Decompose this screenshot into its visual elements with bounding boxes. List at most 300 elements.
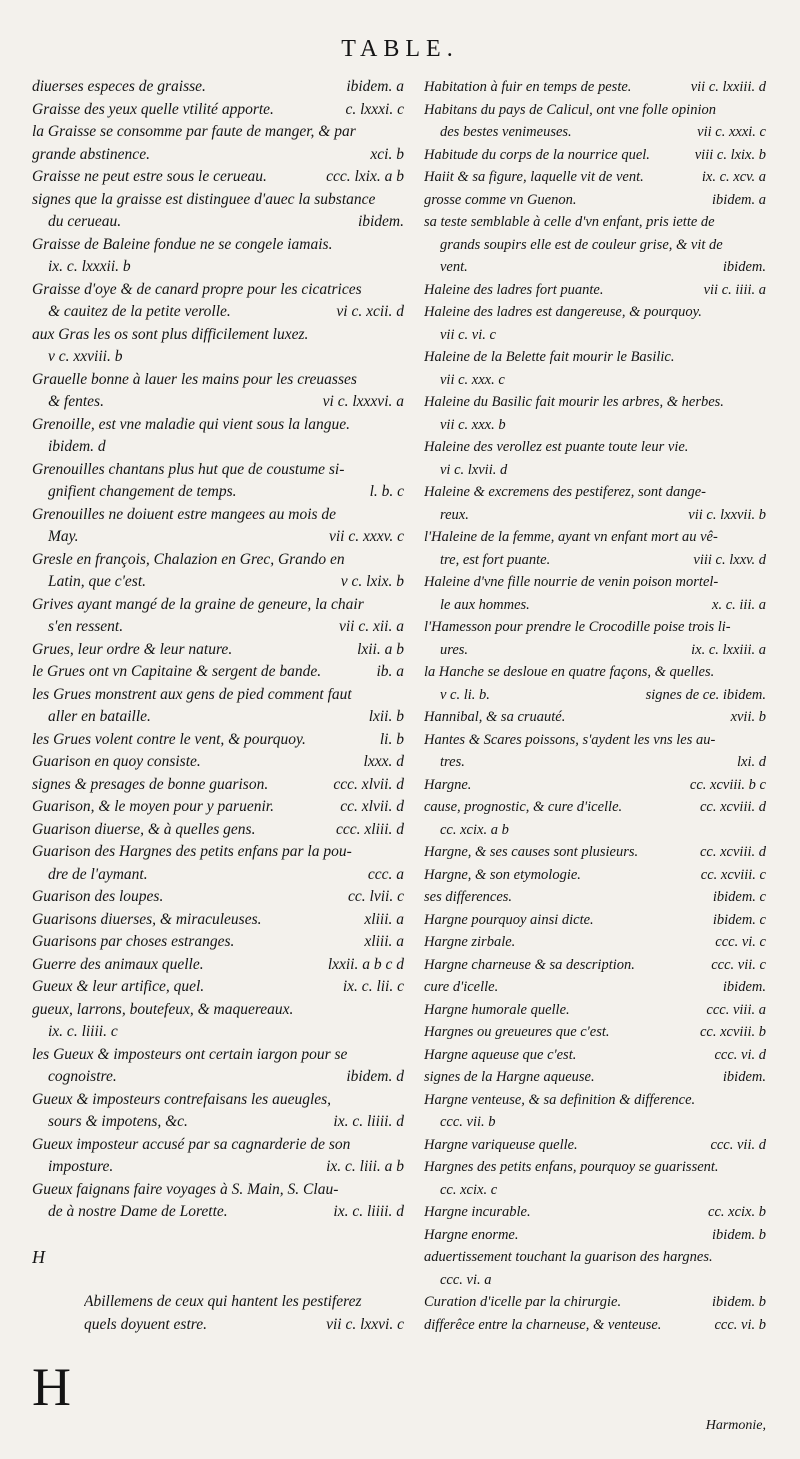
index-entry-text: Hargne, & son etymologie. — [424, 866, 581, 883]
index-entry — [32, 1314, 404, 1337]
index-entry-reference — [398, 504, 404, 527]
index-entry-reference: ix. c. lii. c — [342, 978, 404, 995]
index-entry — [424, 909, 766, 932]
index-entry-reference — [398, 1291, 404, 1314]
index-entry-reference — [760, 99, 766, 122]
index-entry-reference — [760, 481, 766, 504]
index-entry — [424, 616, 766, 639]
index-entry — [424, 976, 766, 999]
index-entry-text: Hargnes ou greueures que c'est. — [424, 1024, 610, 1040]
index-entry — [32, 931, 404, 954]
index-entry-reference — [760, 436, 766, 459]
index-entry-text: & fentes. — [48, 393, 104, 410]
index-entry-text: & cauitez de la petite verolle. — [48, 303, 231, 320]
index-entry-reference — [760, 234, 766, 257]
index-entry-reference: li. b — [379, 730, 404, 748]
index-entry-text: Guarison, & le moyen pour y paruenir. — [32, 798, 274, 815]
index-entry — [32, 729, 404, 752]
index-entry — [32, 211, 404, 234]
index-entry-text: Hargne variqueuse quelle. — [424, 1136, 578, 1153]
index-entry-reference: ix. c. lxxiii. a — [691, 641, 766, 658]
index-entry — [32, 886, 404, 909]
index-entry-text: Hargnes des petits enfans, pourquoy se guarissent. — [424, 1159, 719, 1175]
index-entry — [32, 436, 404, 459]
index-entry-text: Graisse des yeux quelle vtilité apporte. — [32, 100, 274, 118]
index-entry — [32, 99, 404, 122]
index-entry-reference: ccc. vii. d — [710, 1136, 766, 1153]
index-entry-text: reux. — [440, 506, 469, 523]
index-entry-text: le aux hommes. — [440, 596, 530, 613]
index-entry-text: la Hanche se desloue en quatre façons, & quelles. — [424, 664, 715, 680]
index-entry-reference: xvii. b — [730, 709, 766, 725]
index-entry — [32, 976, 404, 999]
index-entry-text: sours & impotens, &c. — [48, 1113, 188, 1130]
index-entry-reference — [760, 301, 766, 324]
index-entry — [424, 166, 766, 189]
index-entry-text: vent. — [440, 259, 468, 275]
index-entry-text: Gueux & imposteurs contrefaisans les aueugles, — [32, 1090, 332, 1108]
index-entry-reference: vii c. lxxiii. d — [690, 79, 766, 95]
index-entry-text: Guarison des Hargnes des petits enfans par la pou- — [32, 843, 352, 860]
index-entry-text: Hargne venteuse, & sa definition & difference. — [424, 1091, 696, 1108]
index-entry — [424, 819, 766, 842]
index-entry — [424, 414, 766, 437]
index-entry-reference — [760, 414, 766, 437]
index-entry-text: signes de la Hargne aqueuse. — [424, 1069, 595, 1085]
index-entry-reference: signes de ce. ibidem. — [645, 686, 766, 703]
index-entry-reference: ix. c. liiii. d — [333, 1113, 404, 1130]
index-entry-text: dre de l'aymant. — [48, 865, 148, 883]
index-entry-reference: ibidem. a — [712, 191, 766, 208]
index-entry-text: gnifient changement de temps. — [48, 483, 237, 500]
index-entry-text: Guarison diuerse, & à quelles gens. — [32, 820, 256, 838]
index-entry-reference — [398, 234, 404, 257]
index-entry-reference: c. lxxxi. c — [345, 100, 404, 118]
index-entry-text: signes & presages de bonne guarison. — [32, 775, 269, 793]
index-entry — [424, 684, 766, 707]
index-entry — [32, 1179, 404, 1202]
index-entry — [424, 279, 766, 302]
index-entry-text: cognoistre. — [48, 1068, 117, 1085]
index-entry — [424, 886, 766, 909]
index-entry-reference: ccc. viii. a — [706, 1001, 766, 1018]
index-entry — [32, 1044, 404, 1067]
index-entry — [424, 301, 766, 324]
index-entry-reference: vii c. xxxi. c — [697, 124, 766, 140]
index-entry — [32, 1291, 404, 1314]
index-entry-reference — [398, 1044, 404, 1067]
index-entry — [32, 571, 404, 594]
index-entry-text: Latin, que c'est. — [48, 573, 147, 590]
index-entry — [424, 1201, 766, 1224]
index-entry-text: cure d'icelle. — [424, 979, 499, 995]
index-entry-text: Hannibal, & sa cruauté. — [424, 709, 566, 725]
index-entry-text: Grues, leur ordre & leur nature. — [32, 640, 233, 658]
index-entry-text: Haleine & excremens des pestiferez, sont dange- — [424, 484, 706, 500]
index-entry-reference — [398, 121, 404, 144]
index-entry-reference — [398, 1089, 404, 1112]
index-entry-text: Guerre des animaux quelle. — [32, 955, 204, 973]
index-entry-reference — [398, 369, 404, 392]
index-column-left — [32, 76, 404, 1336]
index-entry — [32, 549, 404, 572]
index-entry-reference — [760, 1179, 766, 1202]
index-entry — [32, 1066, 404, 1089]
index-entry — [424, 999, 766, 1022]
index-entry-reference: xliii. a — [364, 910, 404, 928]
index-entry — [424, 639, 766, 662]
index-entry — [32, 414, 404, 437]
index-entry-reference: v c. lxix. b — [340, 573, 404, 590]
index-entry — [424, 1021, 766, 1044]
index-column-right — [424, 76, 766, 1336]
index-entry-reference: vii c. xii. a — [339, 618, 404, 635]
index-entry-text: signes que la graisse est distinguee d'auec la substance — [32, 190, 376, 208]
drop-initial: H — [32, 1357, 71, 1417]
index-entry — [32, 661, 404, 684]
index-entry-reference: l. b. c — [369, 483, 404, 500]
index-entry-text: diuerses especes de graisse. — [32, 78, 206, 95]
index-entry-text: Haleine des ladres est dangereuse, & pourquoy. — [424, 304, 702, 320]
index-entry-reference: ibidem. — [357, 213, 404, 230]
index-entry-reference — [398, 279, 404, 302]
index-entry — [32, 369, 404, 392]
index-entry — [424, 369, 766, 392]
index-entry-text: Curation d'icelle par la chirurgie. — [424, 1294, 622, 1310]
index-entry — [424, 796, 766, 819]
index-entry-reference: xliii. a — [364, 933, 404, 950]
index-entry-text: Grenouilles ne doiuent estre mangees au mois de — [32, 505, 337, 523]
index-entry-text: grosse comme vn Guenon. — [424, 191, 577, 208]
index-entry-reference: cc. lvii. c — [348, 888, 404, 905]
index-entry-text: Grenoille, est vne maladie qui vient sous la langue. — [32, 415, 350, 433]
index-entry-text: May. — [48, 528, 79, 545]
index-entry-text: quels doyuent estre. — [84, 1315, 207, 1333]
index-entry-reference: ccc. a — [367, 865, 404, 883]
index-entry — [32, 121, 404, 144]
index-entry-reference — [760, 526, 766, 549]
index-entry-reference: vii c. lxxvii. b — [688, 506, 766, 523]
index-entry-text: Guarison des loupes. — [32, 888, 164, 905]
index-entry — [424, 1089, 766, 1112]
index-entry-text: Hargne aqueuse que c'est. — [424, 1046, 577, 1063]
section-letter — [32, 1246, 404, 1269]
index-entry — [424, 931, 766, 954]
index-entry-reference — [398, 684, 404, 707]
index-entry-text: vii c. vi. c — [440, 326, 496, 343]
index-entry-reference — [760, 616, 766, 639]
index-entry-reference: lxxx. d — [363, 753, 404, 770]
index-entry — [424, 481, 766, 504]
index-entry — [32, 796, 404, 819]
index-entry — [32, 256, 404, 279]
index-entry — [424, 324, 766, 347]
index-entry-reference: vi c. lxxxvi. a — [322, 393, 404, 410]
index-entry-reference: ccc. vii. c — [711, 956, 766, 973]
index-entry-reference: cc. xlvii. d — [340, 798, 404, 815]
index-entry-reference: cc. xcix. b — [708, 1204, 766, 1220]
index-entry-reference: vii c. iiii. a — [703, 281, 766, 298]
index-entry-text: cc. xcix. a b — [440, 821, 509, 838]
index-entry-reference — [398, 549, 404, 572]
index-entry — [424, 1246, 766, 1269]
index-entry-text: Haleine des verollez est puante toute leur vie. — [424, 439, 689, 455]
index-entry-reference — [760, 819, 766, 842]
index-entry — [32, 301, 404, 324]
index-entry-text: imposture. — [48, 1158, 114, 1175]
index-entry — [32, 841, 404, 864]
index-entry-reference — [760, 1269, 766, 1292]
index-entry-reference — [398, 1021, 404, 1044]
index-entry — [424, 121, 766, 144]
index-spacer — [32, 1269, 404, 1292]
index-entry — [424, 594, 766, 617]
index-entry — [32, 279, 404, 302]
index-entry-reference: ibidem. — [722, 979, 766, 995]
index-spacer — [32, 1224, 404, 1247]
index-entry-text: Gueux imposteur accusé par sa cagnarderie de son — [32, 1135, 351, 1153]
index-entry-reference: ccc. xliii. d — [336, 820, 404, 838]
index-entry-text: Grenouilles chantans plus hut que de coustume si- — [32, 460, 345, 478]
index-entry — [32, 391, 404, 414]
index-entry-reference: x. c. iii. a — [712, 596, 766, 613]
index-entry — [424, 661, 766, 684]
index-entry-text: v c. li. b. — [440, 686, 490, 703]
index-entry — [32, 504, 404, 527]
index-entry-text: aller en bataille. — [48, 708, 151, 725]
index-entry — [424, 954, 766, 977]
index-entry-reference: ix. c. liii. a b — [326, 1158, 404, 1175]
index-entry-text: ibidem. d — [48, 438, 106, 455]
index-entry-reference — [760, 369, 766, 392]
index-entry-text: Gresle en françois, Chalazion en Grec, Grando en — [32, 550, 345, 568]
index-entry-reference — [760, 1246, 766, 1269]
index-entry-reference — [398, 414, 404, 437]
index-entry-reference: ccc. vi. c — [715, 934, 766, 950]
index-entry-text: Grauelle bonne à lauer les mains pour les creuasses — [32, 370, 357, 388]
index-entry-text: Hargne enorme. — [424, 1226, 519, 1243]
index-entry — [32, 909, 404, 932]
index-entry-text: ix. c. lxxxii. b — [48, 258, 131, 275]
index-entry-text: Hargne zirbale. — [424, 934, 516, 950]
index-entry-reference: vii c. lxxvi. c — [326, 1315, 404, 1333]
index-entry-text: ix. c. liiii. c — [48, 1023, 118, 1040]
index-entry — [32, 1134, 404, 1157]
index-entry — [424, 1111, 766, 1134]
index-entry — [424, 1291, 766, 1314]
index-entry-reference — [760, 211, 766, 234]
index-entry — [32, 594, 404, 617]
index-entry-reference: lxii. a b — [357, 640, 404, 658]
index-entry-text: Haleine des ladres fort puante. — [424, 281, 604, 298]
page-title: TABLE. — [341, 36, 459, 62]
index-entry — [32, 616, 404, 639]
index-entry-text: H — [32, 1247, 45, 1267]
index-entry — [424, 234, 766, 257]
index-entry — [32, 144, 404, 167]
index-entry — [424, 256, 766, 279]
index-entry-text: Graisse ne peut estre sous le cerueau. — [32, 168, 267, 185]
index-entry — [424, 841, 766, 864]
index-entry — [32, 706, 404, 729]
index-entry-reference: viii c. lxxv. d — [693, 551, 766, 568]
index-entry — [424, 1269, 766, 1292]
index-entry-reference: vi c. xcii. d — [336, 303, 404, 320]
index-entry — [424, 189, 766, 212]
index-entry-text: Guarison en quoy consiste. — [32, 753, 201, 770]
index-entry-text: Hantes & Scares poissons, s'aydent les vns les au- — [424, 731, 716, 748]
index-entry-reference — [760, 1156, 766, 1179]
index-entry-text: Hargne pourquoy ainsi dicte. — [424, 911, 594, 928]
index-entry-text: ses differences. — [424, 889, 513, 905]
index-entry-reference — [760, 571, 766, 594]
index-entry-reference — [398, 324, 404, 347]
index-entry — [424, 1156, 766, 1179]
index-entry-text: aduertissement touchant la guarison des hargnes. — [424, 1249, 713, 1265]
index-entry-reference: cc. xcviii. b c — [689, 776, 766, 793]
index-entry-reference: ix. c. xcv. a — [701, 169, 766, 185]
index-entry-reference: ccc. xlvii. d — [333, 775, 404, 793]
index-entry — [424, 751, 766, 774]
index-entry — [424, 1134, 766, 1157]
index-entry — [32, 1021, 404, 1044]
index-entry-text: Gueux faignans faire voyages à S. Main, S. Clau- — [32, 1180, 339, 1198]
index-entry-text: les Grues monstrent aux gens de pied comment faut — [32, 685, 352, 703]
index-entry-reference: ibidem. d — [346, 1068, 404, 1085]
index-entry-text: les Grues volent contre le vent, & pourquoy. — [32, 730, 306, 748]
index-entry — [424, 211, 766, 234]
index-entry-text: aux Gras les os sont plus difficilement luxez. — [32, 325, 309, 343]
index-entry-reference: cc. xcviii. c — [700, 866, 766, 883]
index-entry-reference — [398, 459, 404, 482]
index-entry-reference — [398, 1179, 404, 1202]
index-entry-text: des bestes venimeuses. — [440, 124, 572, 140]
index-entry — [424, 391, 766, 414]
index-entry-text: s'en ressent. — [48, 618, 124, 635]
index-entry-text: le Grues ont vn Capitaine & sergent de bande. — [32, 663, 322, 680]
index-entry — [424, 459, 766, 482]
index-entry-reference — [760, 661, 766, 684]
index-entry-reference — [760, 459, 766, 482]
index-entry-reference: cc. xcviii. d — [699, 799, 766, 815]
index-entry-text: Haleine d'vne fille nourrie de venin poison mortel- — [424, 574, 719, 590]
index-entry — [424, 1066, 766, 1089]
index-entry-text: Haleine du Basilic fait mourir les arbres, & herbes. — [424, 394, 724, 410]
index-entry — [424, 864, 766, 887]
index-entry-text: v c. xxviii. b — [48, 348, 123, 365]
index-entry — [32, 774, 404, 797]
index-entry-text: Habitation à fuir en temps de peste. — [424, 79, 632, 95]
index-entry — [424, 549, 766, 572]
index-entry-text: ures. — [440, 641, 469, 658]
index-entry-reference: ibidem. — [722, 259, 766, 275]
index-entry-reference — [398, 256, 404, 279]
index-entry-reference: viii c. lxix. b — [694, 146, 766, 163]
index-entry — [424, 76, 766, 99]
index-entry — [32, 234, 404, 257]
index-entry — [32, 324, 404, 347]
index-entry-text: cc. xcix. c — [440, 1181, 498, 1198]
index-entry-text: Gueux & leur artifice, quel. — [32, 978, 205, 995]
index-entry-reference: ibidem. b — [712, 1294, 766, 1310]
index-entry — [32, 684, 404, 707]
index-entry — [424, 774, 766, 797]
index-entry-text: Guarisons par choses estranges. — [32, 933, 235, 950]
index-entry-text: differêce entre la charneuse, & venteuse. — [424, 1316, 662, 1333]
index-entry — [32, 189, 404, 212]
index-entry-reference — [398, 436, 404, 459]
index-entry-reference — [398, 841, 404, 864]
index-entry-text: Hargne incurable. — [424, 1204, 531, 1220]
index-entry — [424, 346, 766, 369]
index-entry-reference: ccc. vi. b — [714, 1316, 766, 1333]
index-entry-text: cause, prognostic, & cure d'icelle. — [424, 799, 623, 815]
index-entry — [424, 526, 766, 549]
index-entry-text: Abillemens de ceux qui hantent les pestiferez — [84, 1293, 362, 1310]
index-entry-text: tres. — [440, 754, 465, 770]
index-entry — [32, 481, 404, 504]
index-entry-reference — [760, 324, 766, 347]
index-entry-reference — [760, 729, 766, 752]
index-entry-reference: ibidem. b — [712, 1226, 766, 1243]
index-entry — [32, 459, 404, 482]
index-entry — [424, 436, 766, 459]
index-entry — [32, 1201, 404, 1224]
index-entry-text: tre, est fort puante. — [440, 551, 551, 568]
index-entry — [32, 999, 404, 1022]
index-entry-reference: ibidem. — [722, 1069, 766, 1085]
index-entry-text: Haiit & sa figure, laquelle vit de vent. — [424, 169, 644, 185]
index-entry-reference — [760, 346, 766, 369]
index-entry-text: ccc. vi. a — [440, 1271, 492, 1288]
index-entry — [32, 526, 404, 549]
index-entry — [32, 819, 404, 842]
index-entry-text: la Graisse se consomme par faute de manger, & par — [32, 123, 356, 140]
index-entry-reference — [398, 999, 404, 1022]
index-entry — [424, 571, 766, 594]
index-entry-text: Habitude du corps de la nourrice quel. — [424, 146, 650, 163]
index-entry-reference — [398, 189, 404, 212]
index-entry-reference — [760, 1089, 766, 1112]
index-entry-text: grands soupirs elle est de couleur grise, & vit de — [440, 236, 723, 253]
index-entry — [424, 144, 766, 167]
index-entry-reference: ib. a — [376, 663, 404, 680]
index-entry-text: Habitans du pays de Calicul, ont vne folle opinion — [424, 101, 716, 118]
index-entry-reference: vii c. xxxv. c — [329, 528, 404, 545]
index-entry-reference: ix. c. liiii. d — [333, 1203, 404, 1220]
index-entry — [424, 504, 766, 527]
index-entry-reference: xci. b — [370, 145, 404, 163]
index-entry-text: ccc. vii. b — [440, 1114, 496, 1130]
index-entry-reference — [760, 391, 766, 414]
index-entry — [32, 864, 404, 887]
index-entry-text: de à nostre Dame de Lorette. — [48, 1203, 228, 1220]
index-entry-text: du cerueau. — [48, 213, 122, 230]
index-entry-text: sa teste semblable à celle d'vn enfant, pris iette de — [424, 214, 715, 230]
index-entry — [32, 1089, 404, 1112]
index-entry-text: Grives ayant mangé de la graine de geneure, la chair — [32, 595, 364, 613]
index-entry-text: les Gueux & imposteurs ont certain iargon pour se — [32, 1045, 348, 1063]
index-entry-text: Hargne charneuse & sa description. — [424, 956, 635, 973]
index-entry-reference — [398, 594, 404, 617]
index-entry-text: grande abstinence. — [32, 145, 150, 163]
index-entry — [32, 639, 404, 662]
index-entry — [424, 706, 766, 729]
index-entry-reference: ibidem. c — [712, 889, 766, 905]
index-entry — [32, 954, 404, 977]
index-entry-reference: ibidem. c — [712, 911, 766, 928]
index-entry-reference — [398, 1134, 404, 1157]
